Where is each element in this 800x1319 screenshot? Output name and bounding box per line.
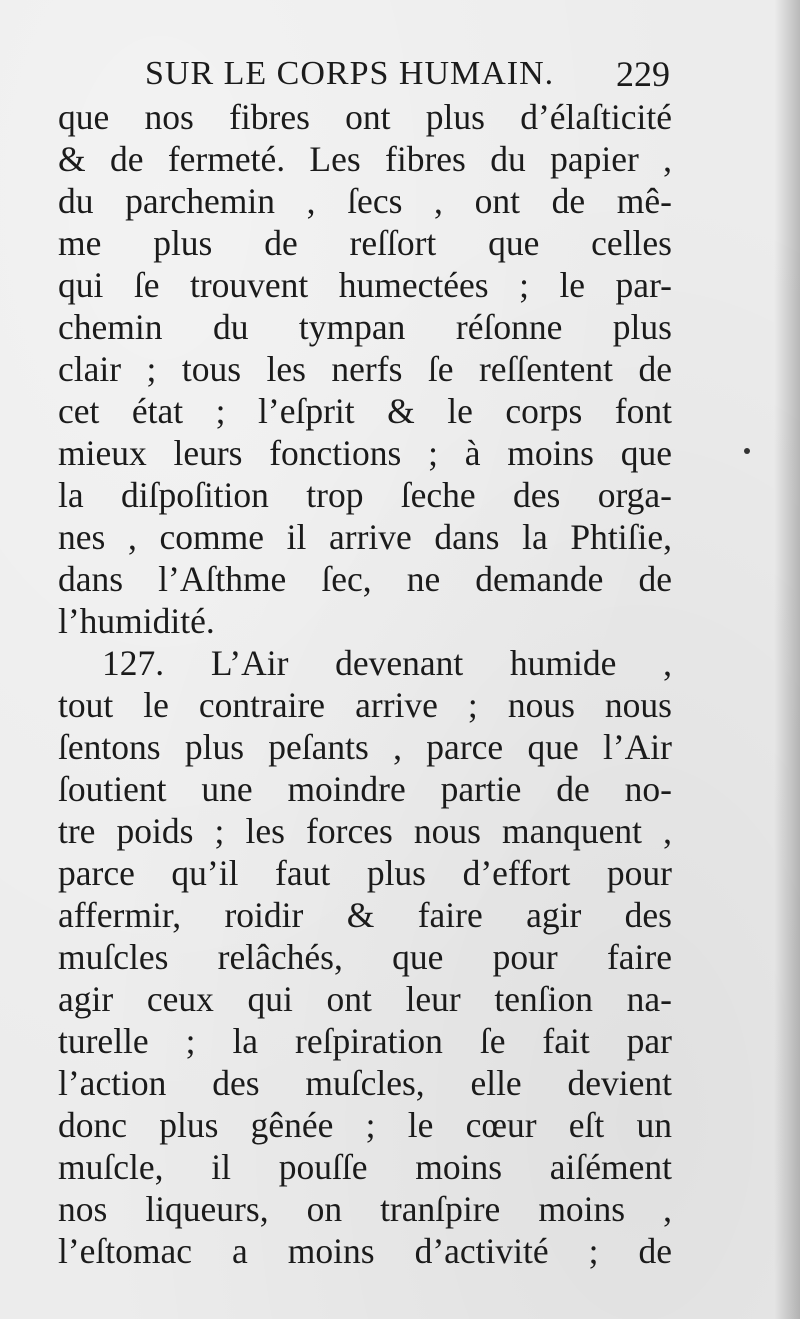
text-line: parce qu’il faut plus d’effort pour [58, 853, 672, 893]
text-line: ſoutient une moindre partie de no- [58, 769, 672, 809]
text-line: nos liqueurs, on tranſpire moins , [58, 1189, 672, 1229]
text-line: donc plus gênée ; le cœur eſt un [58, 1105, 672, 1145]
text-line: tre poids ; les forces nous manquent , [58, 811, 672, 851]
text-line: muſcles relâchés, que pour faire [58, 937, 672, 977]
text-line: clair ; tous les nerfs ſe reſſentent de [58, 349, 672, 389]
text-line: tout le contraire arrive ; nous nous [58, 685, 672, 725]
text-line: chemin du tympan réſonne plus [58, 307, 672, 347]
text-line: muſcle, il pouſſe moins aiſément [58, 1147, 672, 1187]
running-title: SUR LE CORPS HUMAIN. [145, 55, 555, 92]
page-edge-shadow [774, 0, 800, 1319]
text-line: affermir, roidir & faire agir des [58, 895, 672, 935]
text-line: me plus de reſſort que celles [58, 223, 672, 263]
running-head [145, 52, 670, 96]
text-line: dans l’Aſthme ſec, ne demande de [58, 559, 672, 599]
text-line: la diſpoſition trop ſeche des orga- [58, 475, 672, 515]
paragraph-start-line: 127. L’Air devenant humide , [102, 643, 672, 683]
text-line: qui ſe trouvent humectées ; le par- [58, 265, 672, 305]
text-line: l’action des muſcles, elle devient [58, 1063, 672, 1103]
text-line: cet état ; l’eſprit & le corps font [58, 391, 672, 431]
text-line: l’humidité. [58, 601, 215, 641]
text-line: nes , comme il arrive dans la Phtiſie, [58, 517, 672, 557]
text-line: que nos fibres ont plus d’élaſticité [58, 97, 672, 137]
text-line: turelle ; la reſpiration ſe fait par [58, 1021, 672, 1061]
text-line: ſentons plus peſants , parce que l’Air [58, 727, 672, 767]
body-text [58, 96, 672, 1272]
text-line: & de fermeté. Les fibres du papier , [58, 139, 672, 179]
text-line: l’eſtomac a moins d’activité ; de [58, 1231, 672, 1271]
text-line: du parchemin , ſecs , ont de mê- [58, 181, 672, 221]
margin-mark [744, 448, 750, 454]
page-number: 229 [616, 54, 670, 94]
text-line: mieux leurs fonctions ; à moins que [58, 433, 672, 473]
text-line: agir ceux qui ont leur tenſion na- [58, 979, 672, 1019]
